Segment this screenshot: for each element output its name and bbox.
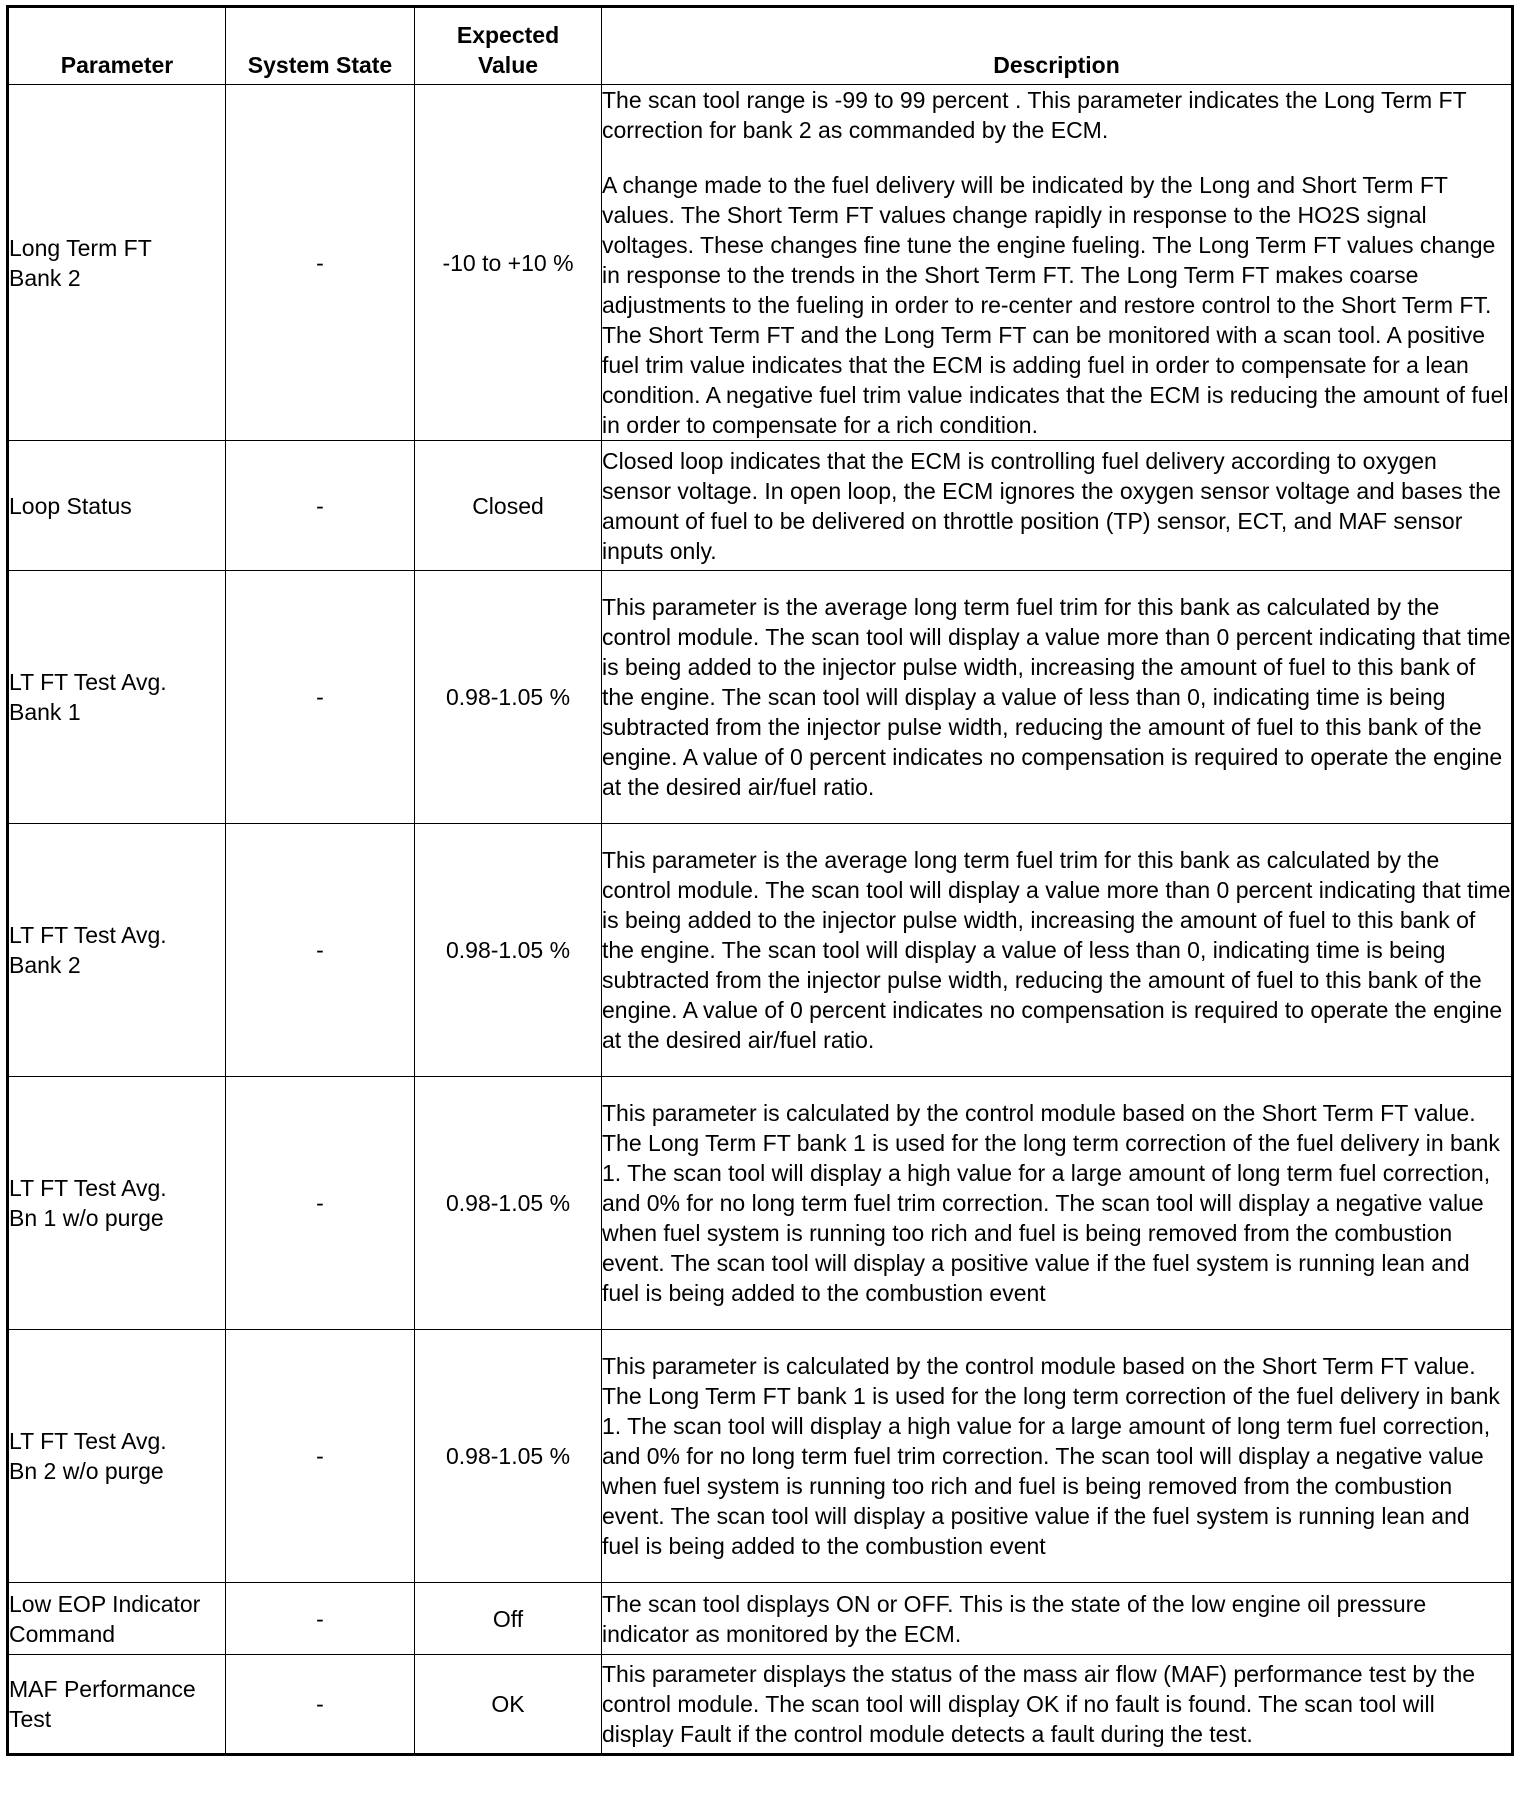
expected-value-cell: 0.98-1.05 %	[415, 1330, 602, 1583]
expected-value-cell: Off	[415, 1583, 602, 1655]
parameter-cell: LT FT Test Avg. Bank 2	[8, 824, 226, 1077]
table-row	[8, 1655, 1513, 1755]
expected-value-cell: -10 to +10 %	[415, 85, 602, 441]
description-paragraph: The scan tool range is -99 to 99 percent . This parameter indicates the Long Term FT correction for bank 2 as commanded by the ECM.	[602, 87, 1467, 143]
parameter-cell: LT FT Test Avg. Bank 1	[8, 571, 226, 824]
description-cell	[602, 824, 1513, 1077]
system-state-cell: -	[226, 1330, 415, 1583]
description-paragraph: The scan tool displays ON or OFF. This is the state of the low engine oil pressure indicator as monitored by the ECM.	[602, 1590, 1427, 1647]
description-cell	[602, 1330, 1513, 1583]
system-state-cell: -	[226, 824, 415, 1077]
table-row	[8, 1330, 1513, 1583]
header-description: Description	[602, 7, 1513, 85]
table-row	[8, 1077, 1513, 1330]
description-cell	[602, 571, 1513, 824]
expected-value-cell: 0.98-1.05 %	[415, 1077, 602, 1330]
description-paragraph: Closed loop indicates that the ECM is controlling fuel delivery according to oxygen sensor voltage. In open loop, the ECM ignores the oxygen sensor voltage and bases the amount of fuel to be delivered on throttle position (TP) sensor, ECT, and MAF sensor inputs only.	[602, 447, 1501, 564]
system-state-cell: -	[226, 441, 415, 571]
description-paragraph: This parameter is the average long term fuel trim for this bank as calculated by the control module. The scan tool will display a value more than 0 percent indicating that time is being added to the injector pulse width, increasing the amount of fuel to this bank of the engine. The scan tool will display a value of less than 0, indicating time is being subtracted from the injector pulse width, reducing the amount of fuel to this bank of the engine. A value of 0 percent indicates no compensation is required to operate the engine at the desired air/fuel ratio.	[602, 594, 1511, 800]
parameter-cell: LT FT Test Avg. Bn 1 w/o purge	[8, 1077, 226, 1330]
parameter-cell: Loop Status	[8, 441, 226, 571]
table-row	[8, 571, 1513, 824]
description-paragraph: This parameter is calculated by the control module based on the Short Term FT value. The Long Term FT bank 1 is used for the long term correction of the fuel delivery in bank 1. The scan tool will display a high value for a large amount of long term fuel correction, and 0% for no long term fuel trim correction. The scan tool will display a negative value when fuel system is running too rich and fuel is being removed from the combustion event. The scan tool will display a positive value if the fuel system is running lean and fuel is being added to the combustion event	[602, 1100, 1500, 1306]
description-cell	[602, 1655, 1513, 1755]
header-system-state: System State	[226, 7, 415, 85]
expected-value-cell: Closed	[415, 441, 602, 571]
header-expected-value: Expected Value	[415, 7, 602, 85]
description-paragraph: This parameter is the average long term fuel trim for this bank as calculated by the control module. The scan tool will display a value more than 0 percent indicating that time is being added to the injector pulse width, increasing the amount of fuel to this bank of the engine. The scan tool will display a value of less than 0, indicating time is being subtracted from the injector pulse width, reducing the amount of fuel to this bank of the engine. A value of 0 percent indicates no compensation is required to operate the engine at the desired air/fuel ratio.	[602, 847, 1511, 1053]
parameter-cell: Low EOP Indicator Command	[8, 1583, 226, 1655]
description-paragraph: A change made to the fuel delivery will be indicated by the Long and Short Term FT values. The Short Term FT values change rapidly in response to the HO2S signal voltages. These changes fine tune the engine fueling. The Long Term FT values change in response to the trends in the Short Term FT. The Long Term FT makes coarse adjustments to the fueling in order to re-center and restore control to the Short Term FT. The Short Term FT and the Long Term FT can be monitored with a scan tool. A positive fuel trim value indicates that the ECM is adding fuel in order to compensate for a lean condition. A negative fuel trim value indicates that the ECM is reducing the amount of fuel in order to compensate for a rich condition.	[602, 172, 1509, 438]
expected-value-cell: OK	[415, 1655, 602, 1755]
parameter-cell: Long Term FT Bank 2	[8, 85, 226, 441]
parameter-cell: MAF Performance Test	[8, 1655, 226, 1755]
expected-value-cell: 0.98-1.05 %	[415, 571, 602, 824]
system-state-cell: -	[226, 571, 415, 824]
table-row	[8, 1583, 1513, 1655]
header-row	[8, 7, 1513, 85]
system-state-cell: -	[226, 1583, 415, 1655]
parameter-table	[6, 5, 1514, 1756]
system-state-cell: -	[226, 85, 415, 441]
description-cell	[602, 1077, 1513, 1330]
description-cell	[602, 441, 1513, 571]
header-parameter: Parameter	[8, 7, 226, 85]
system-state-cell: -	[226, 1077, 415, 1330]
table-row	[8, 85, 1513, 441]
description-cell	[602, 1583, 1513, 1655]
expected-value-cell: 0.98-1.05 %	[415, 824, 602, 1077]
system-state-cell: -	[226, 1655, 415, 1755]
table-row	[8, 441, 1513, 571]
parameter-cell: LT FT Test Avg. Bn 2 w/o purge	[8, 1330, 226, 1583]
description-cell	[602, 85, 1513, 441]
description-paragraph: This parameter is calculated by the control module based on the Short Term FT value. The Long Term FT bank 1 is used for the long term correction of the fuel delivery in bank 1. The scan tool will display a high value for a large amount of long term fuel correction, and 0% for no long term fuel trim correction. The scan tool will display a negative value when fuel system is running too rich and fuel is being removed from the combustion event. The scan tool will display a positive value if the fuel system is running lean and fuel is being added to the combustion event	[602, 1353, 1500, 1559]
description-paragraph: This parameter displays the status of the mass air flow (MAF) performance test by the control module. The scan tool will display OK if no fault is found. The scan tool will display Fault if the control module detects a fault during the test.	[602, 1661, 1476, 1747]
table-row	[8, 824, 1513, 1077]
